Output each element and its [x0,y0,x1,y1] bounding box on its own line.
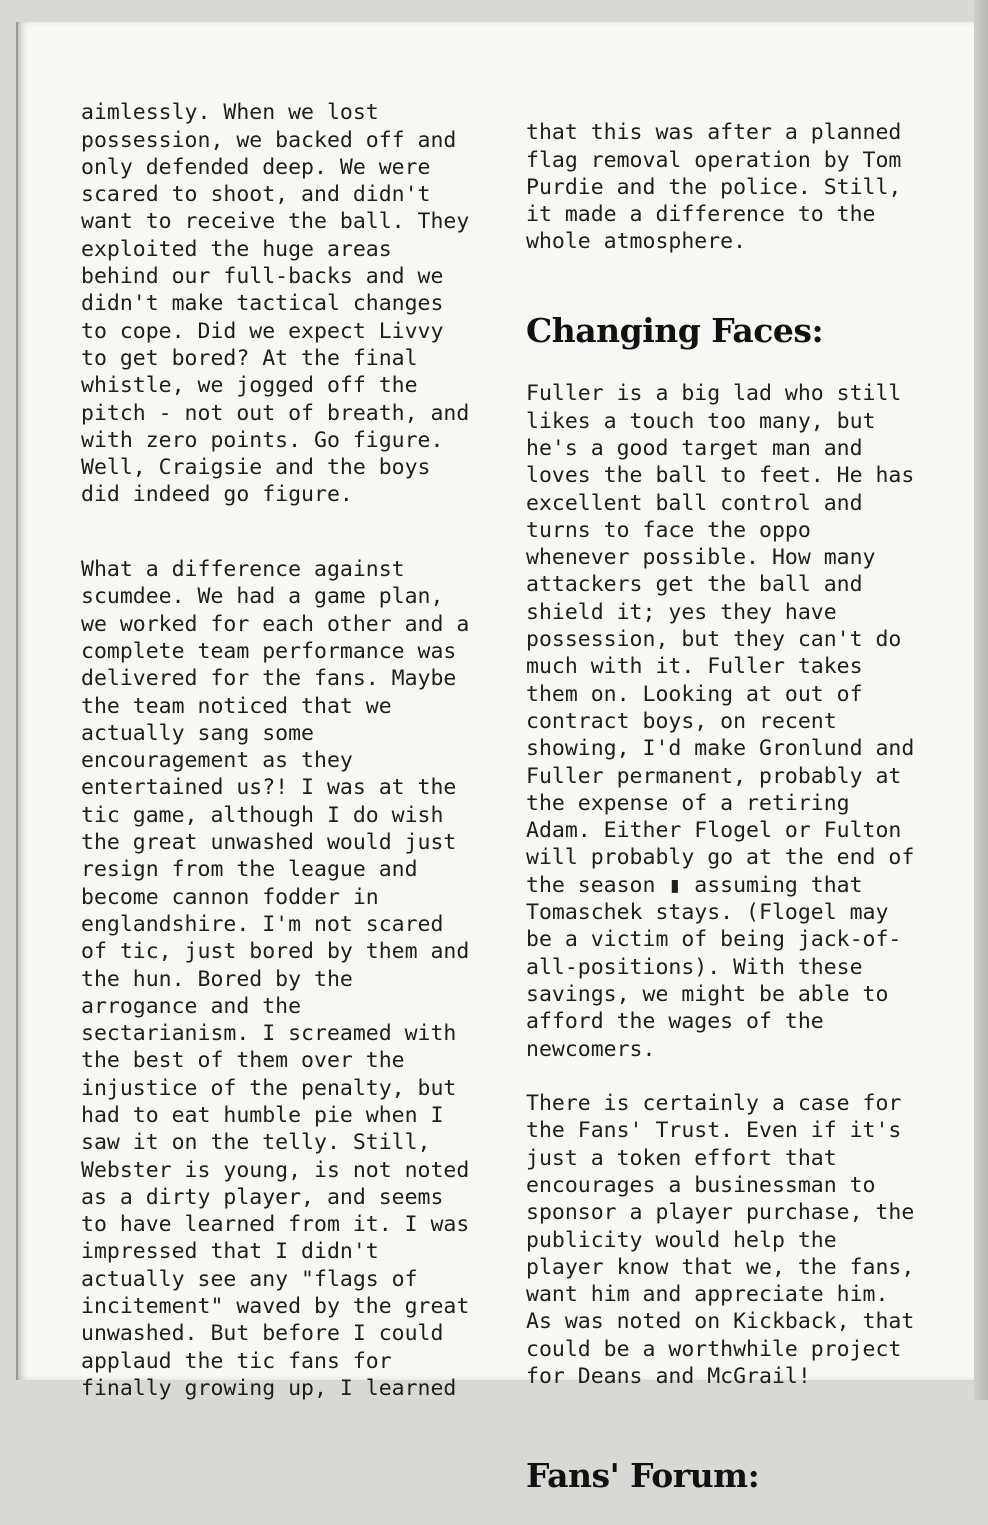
right-intro-paragraph: that this was after a planned flag removal operation by Tom Purdie and the police. Still, it made a difference to the whole atmosphere. [526,120,902,255]
left-paragraph-2: What a difference against scumdee. We had a game plan, we worked for each other and a complete team performance was delivered for the fans. Maybe the team noticed that we actually sang some encouragement as they entertained us?! I was at the tic game, although I do wish the great unwashed would just resign from the league and become cannon fodder in englandshire. I'm not scared of tic, just bored by them and the hun. Bored by the arrogance and the sectarianism. I screamed with the best of them over the injustice of the penalty, but had to eat humble pie when I saw it on the telly. Still, Webster is young, is not noted as a dirty player, and seems to have learned from it. I was impressed that I didn't actually see any "flags of incitement" waved by the great unwashed. But before I could applaud the tic fans for finally growing up, I learned [81,557,470,1401]
magazine-page [16,22,976,1495]
left-paragraph-1: aimlessly. When we lost possession, we backed off and only defended deep. We were scared to shoot, and didn't want to receive the ball. They exploited the huge areas behind our full-backs and we didn't make tactical changes to cope. Did we expect Livvy to get bored? At the final whistle, we jogged off the pitch - not out of breath, and with zero points. Go figure. Well, Craigsie and the boys did indeed go figure. [81,100,470,508]
section-heading-changing-faces: Changing Faces: [526,311,824,351]
section-heading-fans-forum: Fans' Forum: [526,1455,760,1495]
right-column [526,92,954,1525]
changing-faces-body: Fuller is a big lad who still likes a touch too many, but he's a good target man and loves the ball to feet. He has excellent ball control and turns to face the oppo whenever possible. How many attackers get the ball and shield it; yes they have possession, but they can't do much with it. Fuller takes them on. Looking at out of contract boys, on recent showing, I'd make Gronlund and Fuller permanent, probably at the expense of a retiring Adam. Either Flogel or Fulton will probably go at the end of the season ▮ assuming that Tomaschek stays. (Flogel may be a victim of being jack-of- all-positions). With these savings, we might be able to afford the wages of the newcomers. [526,381,915,1062]
page-edge [974,0,988,1400]
changing-faces-body-2: There is certainly a case for the Fans' Trust. Even if it's just a token effort that encourages a businessman to sponsor a player purchase, the publicity would help the player know that we, the fans, want him and appreciate him. As was noted on Kickback, that could be a worthwhile project for Deans and McGrail! [526,1091,915,1390]
left-column [81,72,511,1450]
